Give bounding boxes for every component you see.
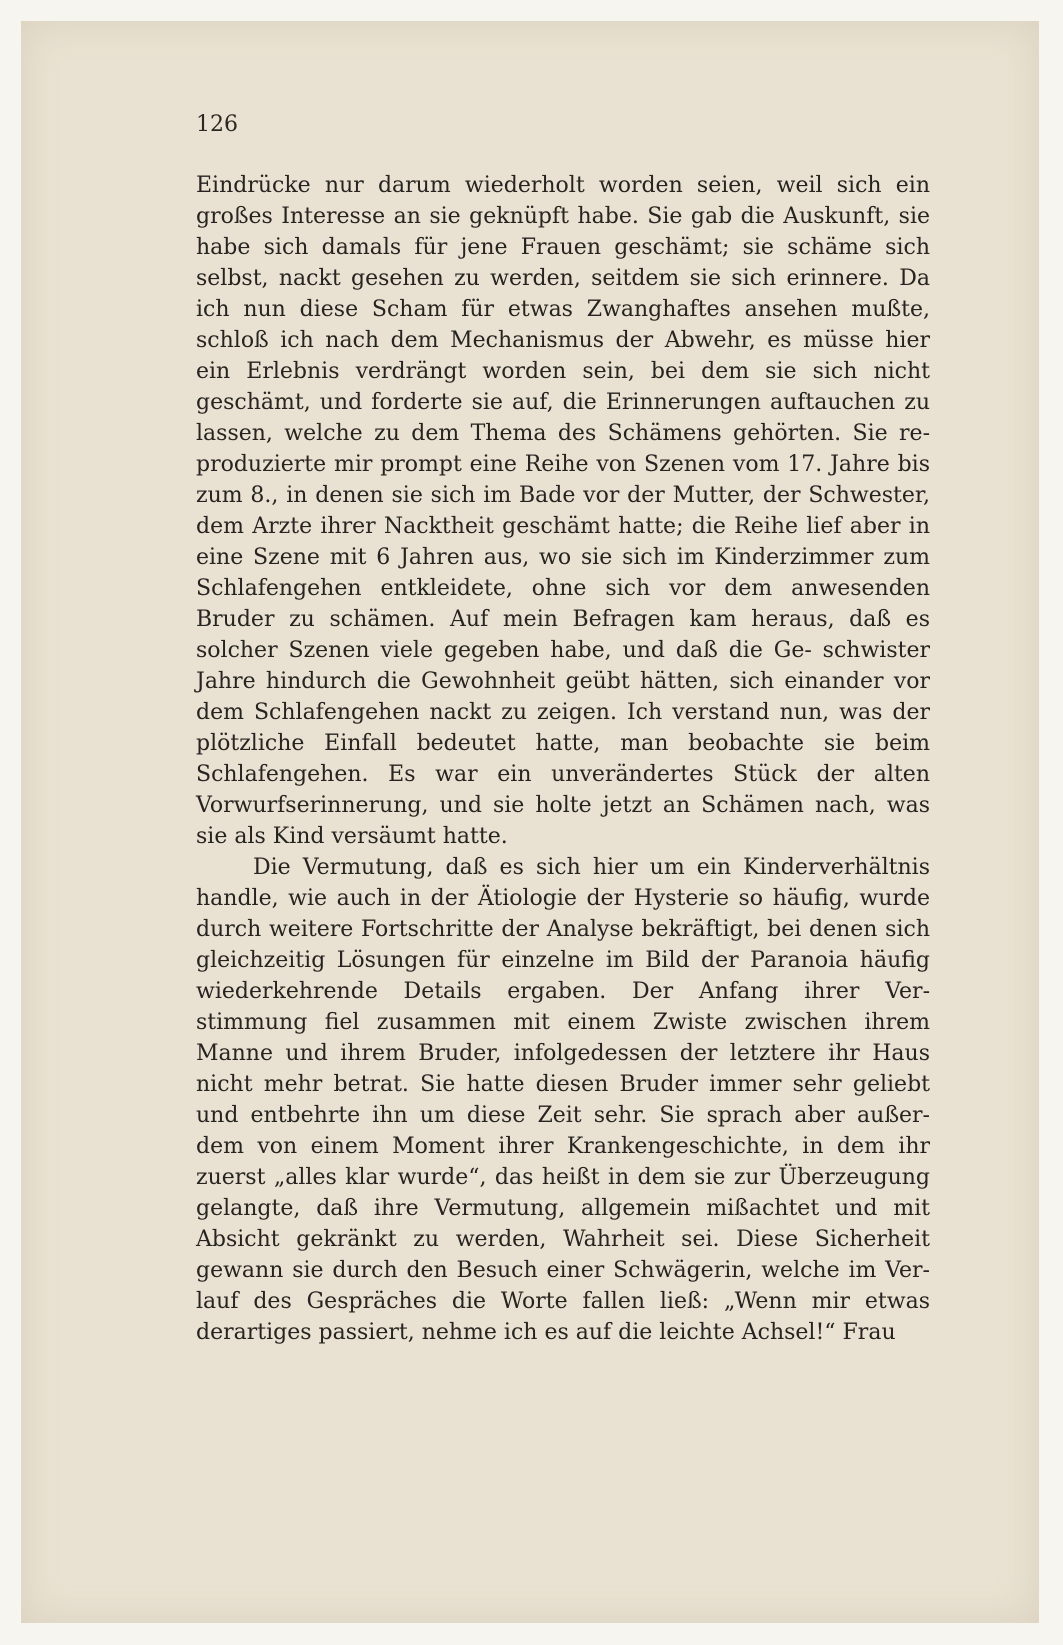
paragraph: Die Vermutung, daß es sich hier um ein Kinderverhältnis handle, wie auch in der Ätiologie der Hysterie so häufig, wurde durch weitere Fortschritte der Analyse bekräftigt, bei denen sich gleichzeitig Lösungen für einzelne im Bild der Paranoia häufig wiederkehrende Details ergaben. Der Anfang ihrer Ver- stimmung fiel zusammen mit einem Zwiste zwischen ihrem Manne und ihrem Bruder, infolgedessen der letztere ihr Haus nicht mehr betrat. Sie hatte diesen Bruder immer sehr geliebt und entbehrte ihn um diese Zeit sehr. Sie sprach aber außer- dem von einem Moment ihrer Krankengeschichte, in dem ihr zuerst „alles klar wurde“, das heißt in dem sie zur Überzeugung gelangte, daß ihre Vermutung, allgemein mißachtet und mit Absicht gekränkt zu werden, Wahrheit sei. Diese Sicherheit gewann sie durch den Besuch einer Schwägerin, welche im Ver- lauf des Gespräches die Worte fallen ließ: „Wenn mir etwas derartiges passiert, nehme ich es auf die leichte Achsel!“ Frau — [196, 855, 930, 1345]
paragraph: Eindrücke nur darum wiederholt worden seien, weil sich ein großes Interesse an sie geknüpft habe. Sie gab die Auskunft, sie habe sich damals für jene Frauen geschämt; sie schäme sich selbst, nackt gesehen zu werden, seitdem sie sich erinnere. Da ich nun diese Scham für etwas Zwanghaftes ansehen mußte, schloß ich nach dem Mechanismus der Abwehr, es müsse hier ein Erlebnis verdrängt worden sein, bei dem sie sich nicht geschämt, und forderte sie auf, die Erinnerungen auftauchen zu lassen, welche zu dem Thema des Schämens gehörten. Sie re- produzierte mir prompt eine Reihe von Szenen vom 17. Jahre bis zum 8., in denen sie sich im Bade vor der Mutter, der Schwester, dem Arzte ihrer Nacktheit geschämt hatte; die Reihe lief aber in eine Szene mit 6 Jahren aus, wo sie sich im Kinderzimmer zum Schlafengehen entkleidete, ohne sich vor dem anwesenden Bruder zu schämen. Auf mein Befragen kam heraus, daß es solcher Szenen viele gegeben habe, und daß die Ge- schwister Jahre hindurch die Gewohnheit geübt hätten, sich einander vor dem Schlafengehen nackt zu zeigen. Ich verstand nun, was der plötzliche Einfall bedeutet hatte, man beobachte sie beim Schlafengehen. Es war ein unverändertes Stück der alten Vorwurfserinnerung, und sie holte jetzt an Schämen nach, was sie als Kind versäumt hatte. — [196, 173, 930, 849]
page-number: 126 — [196, 112, 238, 137]
body-text — [196, 170, 930, 1348]
